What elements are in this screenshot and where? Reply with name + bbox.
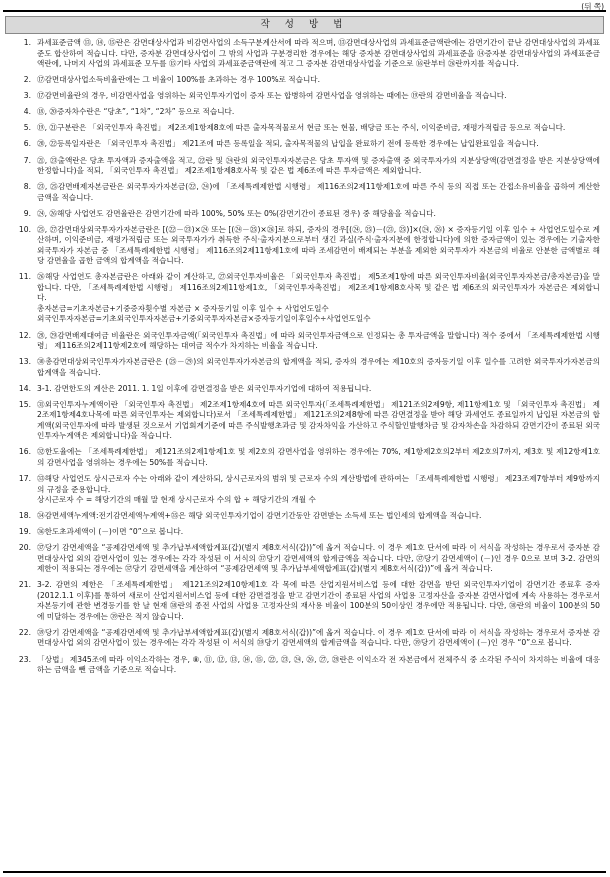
item-line: ㉝해당 사업연도 상시근로자 수는 아래와 같이 계산하되, 상시근로자의 범위 및 근로자 수의 계산방법에 관하여는 「조세특례제한법 시행령」 제23조제7항부터 제9항까지의 규정을 준용합니다. bbox=[37, 474, 600, 494]
item-number: 8. bbox=[23, 182, 31, 192]
instruction-item bbox=[11, 38, 600, 70]
item-line: ⑱, ⑳증자차수란은 “당초”, “1차”, “2차” 등으로 적습니다. bbox=[37, 107, 235, 117]
instruction-item bbox=[11, 225, 600, 267]
item-number: 1. bbox=[23, 38, 31, 47]
instruction-item bbox=[11, 272, 600, 325]
instruction-item bbox=[11, 357, 600, 378]
item-text bbox=[37, 123, 600, 134]
item-line: ㉕, ㉗감면대상외국투자가자본금란은 [(㉒－㉓)×㉔ 또는 [(㉔－㉕)×㉖]로 하되, 증자의 경우[(㉔, ㉕)－(㉓, ㉕)]×(㉔, ㉖) × 증자등기일 이후 일수 ÷ 사업연도일수로 계산하며, 이익준비금, 재평가적립금 또는 외국투자가가 취득한 주식·출자지분으로부터 생긴 과실(주식·출자지분에 한정합니다)에 의한 증자금액이 있는 경우에는 기출자한 외국투자가 자본금 중 「조세특례제한법 시행령」 제116조의2제11항제1호에 따라 조세감면이 배제되는 부분을 제외한 외국투자가 자본금의 비율로 안분한 금액별로 해당 감면율을 곱한 금액의 합계액을 적습니다. bbox=[37, 224, 600, 266]
item-line: ⑰감면비율란의 경우, 비감면사업을 영위하는 외국인투자기업이 증자 또는 합병하여 감면사업을 영위하는 때에는 ⑲란의 감면비율을 적습니다. bbox=[37, 91, 507, 101]
item-line: 상시근로자 수 = 해당기간의 매월 말 현재 상시근로자 수의 합 ÷ 해당기간의 개월 수 bbox=[37, 495, 316, 504]
item-line: 3-2. 감면의 제한은 「조세특례제한법」 제121조의2제10항제1호 각 목에 따른 산업지원서비스업 등에 대한 감면을 받던 외국인투자기업이 감면기간 종료후 증자(2012.1.1 이후)를 통하여 새로이 산업지원서비스업 등에 대한 감면결정을 받고 감면기간이 종료된 사업의 사업용 고정자산을 증자분 감면사업에 계속 사용하는 경우로서 자본등기에 관한 변경등기를 한 날 현재 ㊳란의 종전 사업의 사업용 고정자산의 재사용 비율이 100분의 50이상인 경우에만 적용됩니다. 다만, ㊳란의 비율이 100분의 50에 미달하는 경우에는 ㊴란은 적지 않습니다. bbox=[37, 580, 600, 621]
item-number: 23. bbox=[18, 654, 31, 664]
item-number: 18. bbox=[18, 511, 31, 521]
item-line: ⑰감면대상사업소득비율란에는 그 비율이 100%를 초과하는 경우 100%로 적습니다. bbox=[37, 75, 321, 85]
instruction-item bbox=[11, 655, 600, 676]
item-number: 20. bbox=[18, 543, 31, 553]
instruction-item bbox=[11, 123, 600, 134]
item-line: ㊲당기 감면세액을 “공제감면세액 및 추가납부세액합계표(갑)(별지 제8호서식(갑))”에 옮겨 적습니다. 이 경우 제1호 단서에 따라 이 서식을 작성하는 경우로서 증자분 감면대상사업 외의 감면사업이 있는 경우에는 각각 작성된 이 서식의 ㊲당기 감면세액의 합계금액을 적습니다. 다만, ㊲당기 감면세액이 (－)인 경우 0으로 보며 3-2. 감면의 제한이 적용되는 경우에는 ㊲당기 감면세액을 계산하여 “공제감면세액 및 추가납부세액합계표(갑)(별지 제8호서식(갑))”에 옮겨 적습니다. bbox=[37, 543, 600, 574]
item-number: 13. bbox=[18, 357, 31, 367]
item-line: ⑳, ㉒등록일자란은 「외국인투자 촉진법」 제21조에 따른 등록일을 적되, 출자목적물의 납입을 완료하기 전에 등록한 경우에는 납입완료일을 적습니다. bbox=[37, 139, 539, 149]
item-text bbox=[37, 511, 600, 522]
instruction-item bbox=[11, 156, 600, 177]
instruction-list bbox=[3, 34, 606, 676]
instruction-item bbox=[11, 447, 600, 468]
item-line: ㉘, ㉙감면배제대여금 비율란은 외국인투자금액(「외국인투자 촉진법」에 따라 외국인투자금액으로 인정되는 총 투자금액을 말합니다) 적수 중에서 「조세특례제한법 시행령」 제116조의2제11항제2호에 해당하는 대여금 적수가 차지하는 비율을 적습니다. bbox=[37, 330, 600, 351]
item-line: ㊱한도초과세액이 (－)이면 “0”으로 봅니다. bbox=[37, 527, 184, 537]
instruction-item bbox=[11, 400, 600, 442]
item-line: ㉔, ㉖해당 사업연도 감면율란은 감면기간에 따라 100%, 50% 또는 0%(감면기간이 종료된 경우) 중 해당율을 적습니다. bbox=[37, 208, 436, 218]
instruction-item bbox=[11, 474, 600, 506]
item-line: ㉛외국인투자누계액이란 「외국인투자 촉진법」 제2조제1항제4호에 따른 외국인투자(「조세특례제한법」 제121조의2제9항, 제11항제1호 및 「외국인투자 촉진법」 제2조제1항제4호나목에 따른 외국인투자는 제외합니다)로서 「조세특례제한법」 제121조의2제8항에 따른 감면결정을 받아 해당 과세연도 종료일까지 납입된 자본금의 합계액(외국인투자에 따라 발생된 것으로서 기업회계기준에 따른 주식발행초과금 및 감자차익을 가산하고 주식할인발행차금 및 감자차손을 차감하되 감면기간이 종료된 외국인투자누계액은 제외합니다)을 적습니다. bbox=[37, 399, 600, 441]
item-number: 17. bbox=[18, 474, 31, 483]
instruction-item bbox=[11, 107, 600, 118]
instruction-item bbox=[11, 580, 600, 622]
instruction-item bbox=[11, 527, 600, 538]
item-number: 3. bbox=[23, 91, 31, 101]
item-text bbox=[37, 474, 600, 506]
item-number: 9. bbox=[23, 208, 31, 218]
item-text bbox=[37, 225, 600, 267]
item-number: 12. bbox=[18, 330, 31, 340]
item-line: ㉑, ㉓출액란은 당초 투자액과 증자출액을 적고, ㉒란 및 ㉔란의 외국인투자자본금은 당초 투자액 및 증자출액 중 외국투자가의 지분상당액(감면결정을 받은 지분상당액에 한정합니다)을 적되, 「외국인투자 촉진법」 제2조제1항제8호사목 및 같은 법 제6조에 따른 투자금액은 제외합니다. bbox=[37, 155, 600, 176]
item-line: ㉚총감면대상외국인투자가자본금란은 (㉕－㉙)의 외국인투자가자본금의 합계액을 적되, 증자의 경우에는 제10호의 증자등기일 이후 일수를 고려한 외국투자가자본금의 합계액을 적습니다. bbox=[37, 357, 600, 377]
item-text bbox=[37, 107, 600, 118]
item-line: 「상법」 제345조에 따라 이익소각하는 경우, ⑧, ⑪, ⑫, ⑬, ⑭, ⑮, ㉒, ㉓, ㉔, ㉖, ㉗, ㉘란은 이익소각 전 자본금에서 전체주식 중 소각된 주식이 차지하는 비율에 대응하는 금액을 뺀 금액을 기준으로 적습니다. bbox=[37, 654, 600, 675]
instruction-item bbox=[11, 139, 600, 150]
item-number: 10. bbox=[18, 224, 31, 234]
item-line: 3-1. 감면한도의 계산은 2011. 1. 1일 이후에 감면결정을 받은 외국인투자기업에 대하여 적용됩니다. bbox=[37, 383, 372, 393]
item-text bbox=[37, 447, 600, 468]
item-number: 2. bbox=[23, 75, 31, 85]
instructions-frame bbox=[3, 10, 606, 873]
item-line: 외국인투자자본금=기초외국인투자자본금+기중외국투자자본금×증자등기일이후일수÷사업연도일수 bbox=[37, 314, 371, 324]
instruction-item bbox=[11, 91, 600, 102]
item-text bbox=[37, 209, 600, 220]
page-side-label: (뒤 쪽) bbox=[581, 2, 604, 11]
item-line: ⑲, ㉑구분란은 「외국인투자 촉진법」 제2조제1항제8호에 따른 출자목적물로서 현금 또는 현물, 배당금 또는 주식, 이익준비금, 재평가적립금 등으로 적습니다. bbox=[37, 123, 566, 133]
item-text bbox=[37, 628, 600, 649]
instruction-item bbox=[11, 209, 600, 220]
item-text bbox=[37, 75, 600, 86]
item-number: 14. bbox=[18, 383, 31, 393]
item-number: 16. bbox=[18, 447, 31, 457]
item-text bbox=[37, 357, 600, 378]
item-line: ㊴당기 감면세액을 “공제감면세액 및 추가납부세액합계표(갑)(별지 제8호서식(갑))”에 옮겨 적습니다. 이 경우 제1호 단서에 따라 이 서식을 작성하는 경우로서 증자분 감면대상사업 외의 감면사업이 있는 경우에는 각각 작성된 이 서식의 ㊴당기 감면세액의 합계금액을 적습니다. 다만, ㊴당기 감면세액이 (－)인 경우 “0”으로 봅니다. bbox=[37, 627, 600, 648]
item-number: 6. bbox=[23, 139, 31, 149]
item-number: 21. bbox=[18, 580, 31, 590]
item-text bbox=[37, 38, 600, 70]
item-line: ㉞감면세액누계액:전기감면세액누계액+㉟은 해당 외국인투자기업이 감면기간동안 감면받는 소득세 또는 법인세의 합계액을 적습니다. bbox=[37, 511, 482, 521]
item-line: ㉓, ㉕감면배제자본금란은 외국투자가자본금(㉒, ㉔)에 「조세특례제한법 시행령」 제116조의2제11항제1호에 따른 주식 등의 직접 또는 간접소유비율을 곱하여 계산한 금액을 적습니다. bbox=[37, 182, 600, 202]
item-text bbox=[37, 182, 600, 203]
item-text bbox=[37, 400, 600, 442]
item-line: 총자본금=기초자본금+기중증자횟수별 자본금 × 증자등기일 이후 일수 ÷ 사업연도일수 bbox=[37, 303, 329, 313]
item-text bbox=[37, 384, 600, 395]
instruction-item bbox=[11, 331, 600, 352]
item-text bbox=[37, 527, 600, 538]
item-number: 22. bbox=[18, 627, 31, 637]
item-text bbox=[37, 655, 600, 676]
item-text bbox=[37, 331, 600, 352]
item-text bbox=[37, 272, 600, 325]
item-number: 15. bbox=[18, 399, 31, 409]
item-line: 과세표준금액 ⑬, ⑭, ⑮란은 감면대상사업과 비감면사업의 소득구분계산서에 따라 적으며, ⑬감면대상사업의 과세표준금액란에는 감면기간이 끝난 감면대상사업의 과세표준도 합산하여 적습니다. 다만, 증자분 감면대상사업이 그 밖의 사업과 구분경리한 경우에는 해당 증자분 감면대상사업의 과세표준을 ⑭증자분 감면대상사업의 과세표준금액란에, 나머지 사업의 과세표준 모두를 ⑮기타 사업의 과세표준금액란에 적고 그 증자분 감면대상사업을 기준으로 ⑯란부터 ㉖란까지를 적습니다. bbox=[37, 38, 600, 68]
item-number: 5. bbox=[23, 123, 31, 133]
instruction-item bbox=[11, 182, 600, 203]
item-number: 4. bbox=[23, 107, 31, 117]
instruction-item bbox=[11, 628, 600, 649]
item-line: ㉖해당 사업연도 총자본금란은 아래와 같이 계산하고, ㉗외국인투자비율은 「외국인투자 촉진법」 제5조제1항에 따른 외국인투자비율(외국인투자자본금/총자본금)을 말합니다. 다만, 「조세특례제한법 시행령」 제116조의2제11항제1호, 「외국인투자촉진법」 제2조제1항제8호사목 및 같은 법 제6조의 외국인투자가 자본금은 제외합니다. bbox=[37, 272, 600, 303]
item-number: 7. bbox=[23, 155, 31, 165]
item-number: 11. bbox=[18, 272, 31, 282]
instruction-item bbox=[11, 384, 600, 395]
section-title: 작 성 방 법 bbox=[5, 16, 604, 34]
instruction-item bbox=[11, 543, 600, 575]
item-text bbox=[37, 91, 600, 102]
instruction-item bbox=[11, 75, 600, 86]
instruction-item bbox=[11, 511, 600, 522]
item-text bbox=[37, 139, 600, 150]
item-line: ㉜한도율에는 「조세특례제한법」 제121조의2제1항제1호 및 제2호의 감면사업을 영위하는 경우에는 70%, 제1항제2호의2부터 제2호의7까지, 제3호 및 제12항제1호의 감면사업을 영위하는 경우에는 50%를 적습니다. bbox=[37, 447, 600, 467]
item-number: 19. bbox=[18, 527, 31, 537]
item-text bbox=[37, 580, 600, 622]
item-text bbox=[37, 543, 600, 575]
item-text bbox=[37, 156, 600, 177]
